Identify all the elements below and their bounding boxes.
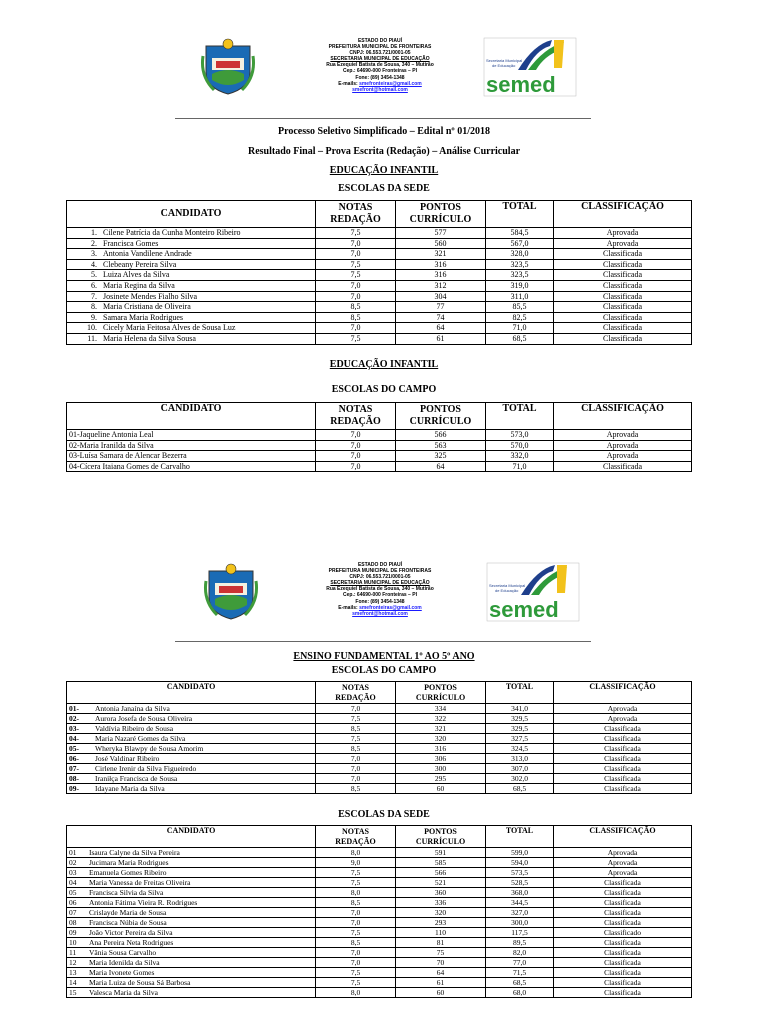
header-line-0: ESTADO DO PIAUÍ [357, 38, 403, 44]
semed-logo [485, 561, 581, 623]
table-row: 6. Maria Regina da Silva 7,0 312 319,0 Classificada [67, 280, 692, 291]
email-link-1[interactable]: smefronteiras@gmail.com [359, 604, 422, 611]
header-line-3: SECRETARIA MUNICIPAL DE EDUCAÇÃO [330, 580, 430, 587]
col-notas: NOTAS REDAÇÃO [316, 403, 396, 430]
section-title-fundamental: ENSINO FUNDAMENTAL 1º AO 5º ANO [293, 651, 475, 662]
table-row: 13 Maria Ivonete Gomes 7,5 64 71,5 Classificada [67, 968, 692, 978]
table-row: 04-Cícera Itaiana Gomes de Carvalho 7,0 64 71,0 Classificada [67, 461, 692, 472]
table-row: 3. Antonia Vandilene Andrade 7,0 321 328,0 Classificada [67, 249, 692, 260]
section-title-infantil-sede: EDUCAÇÃO INFANTIL [329, 165, 439, 176]
result-title: Resultado Final – Prova Escrita (Redação) – Análise Curricular [247, 146, 521, 157]
header-line-1: PREFEITURA MUNICIPAL DE FRONTEIRAS [328, 44, 432, 51]
svg-text:semed: semed [489, 597, 559, 622]
process-title: Processo Seletivo Simplificado – Edital nº 01/2018 [277, 126, 490, 137]
header-line-1: PREFEITURA MUNICIPAL DE FRONTEIRAS [328, 568, 432, 575]
header-line-5: Cep.: 64690-000 Fronteiras – PI [343, 68, 417, 75]
table-row: 11 Vânia Sousa Carvalho 7,0 75 82,0 Classificada [67, 948, 692, 958]
col-pontos: PONTOS CURRÍCULO [396, 682, 486, 704]
table-row: 7. Josinete Mendes Fialho Silva 7,0 304 311,0 Classificada [67, 291, 692, 302]
table-body [67, 228, 692, 345]
svg-text:semed: semed [486, 72, 556, 97]
table-row: 1. Cilene Patrícia da Cunha Monteiro Ribeiro 7,5 577 584,5 Aprovada [67, 228, 692, 239]
col-classificacao: CLASSIFICAÇÃO [554, 403, 692, 430]
header-line-0: ESTADO DO PIAUÍ [357, 562, 403, 568]
table-row: 08- Iraniłça Francisca de Sousa 7,0 295 302,0 Classificada [67, 774, 692, 784]
table-row: 10 Ana Pereira Neta Rodrigues 8,5 81 89,5 Classificada [67, 938, 692, 948]
table-row: 10. Cicely Maria Feitosa Alves de Sousa Luz 7,0 64 71,0 Classificada [67, 323, 692, 334]
table-row: 04 Maria Vanessa de Freitas Oliveira 7,5 521 528,5 Classificada [67, 878, 692, 888]
table-row: 02-Maria Iranilda da Silva 7,0 563 570,0 Aprovada [67, 440, 692, 451]
semed-logo [482, 36, 578, 98]
table-row: 02- Aurora Josefa de Sousa Oliveira 7,5 322 329,5 Aprovada [67, 714, 692, 724]
table-body [67, 704, 692, 794]
col-pontos: PONTOS CURRÍCULO [396, 826, 486, 848]
header-line-3: SECRETARIA MUNICIPAL DE EDUCAÇÃO [330, 56, 430, 63]
svg-text:Secretaria Municipal: Secretaria Municipal [486, 58, 523, 63]
table-row: 02 Jucimara Maria Rodrigues 9,0 585 594,0 Aprovada [67, 858, 692, 868]
svg-text:Secretaria Municipal: Secretaria Municipal [489, 583, 526, 588]
col-classificacao: CLASSIFICAÇÃO [554, 201, 692, 228]
results-table-infantil-sede [66, 200, 692, 345]
table-row: 07- Cirlene Irenir da Silva Figueiredo 7,0 300 307,0 Classificada [67, 764, 692, 774]
table-row: 04- Maria Nazaré Gomes da Silva 7,5 320 327,5 Classificada [67, 734, 692, 744]
col-total: TOTAL [486, 826, 554, 848]
svg-text:de Educação: de Educação [492, 63, 516, 68]
col-candidato: CANDIDATO [67, 201, 316, 228]
header-line-6: Fone: (89) 3454-1348 [355, 598, 405, 605]
table-row: 09 João Victor Pereira da Silva 7,5 110 117,5 Classificado [67, 928, 692, 938]
table-body [67, 430, 692, 472]
section-subtitle-sede: ESCOLAS DA SEDE [338, 809, 430, 820]
table-row: 8. Maria Cristiana de Oliveira 8,5 77 85,5 Classificada [67, 302, 692, 313]
header-line-4: Rua Ezequiel Batista de Sousa, 340 – Mutirão [326, 586, 434, 593]
col-candidato: CANDIDATO [67, 682, 316, 704]
svg-text:de Educação: de Educação [495, 588, 519, 593]
email-link-2[interactable]: smefront@hotmail.com [352, 610, 408, 617]
table-row: 15 Valesca Maria da Silva 8,0 60 68,0 Classificada [67, 988, 692, 998]
table-row: 11. Maria Helena da Silva Sousa 7,5 61 68,5 Classificada [67, 333, 692, 344]
col-candidato: CANDIDATO [67, 826, 316, 848]
table-row: 9. Samara Maria Rodrigues 8,5 74 82,5 Classificada [67, 312, 692, 323]
table-row: 12 Maria Idenilda da Silva 7,0 70 77,0 Classificada [67, 958, 692, 968]
header-divider [175, 641, 591, 642]
header-line-4: Rua Ezequiel Batista de Sousa, 340 – Mutirão [326, 62, 434, 69]
table-row: 05- Wheryka Blawpy de Sousa Amorim 8,5 316 324,5 Classificada [67, 744, 692, 754]
email-label: E-mails: [338, 80, 358, 87]
col-total: TOTAL [486, 201, 554, 228]
header-line-2: CNPJ: 06.553.721/0001-05 [349, 574, 411, 581]
table-row: 06 Antonia Fátima Vieira R. Rodrigues 8,5 336 344,5 Classificada [67, 898, 692, 908]
section-subtitle-campo: ESCOLAS DO CAMPO [331, 384, 437, 395]
municipal-seal [200, 36, 256, 96]
col-pontos: PONTOS CURRÍCULO [396, 403, 486, 430]
header-line-2: CNPJ: 06.553.721/0001-05 [349, 50, 411, 57]
letterhead [290, 38, 470, 93]
table-row: 5. Luiza Alves da Silva 7,5 316 323,5 Classificada [67, 270, 692, 281]
table-row: 06- José Valdinar Ribeiro 7,0 306 313,0 Classificada [67, 754, 692, 764]
results-table-fundamental-sede [66, 825, 692, 998]
table-row: 03- Valdívia Ribeiro de Sousa 8,5 321 329,5 Classificada [67, 724, 692, 734]
email-link-2[interactable]: smefront@hotmail.com [352, 86, 408, 93]
table-row: 05 Francisca Silvia da Silva 8,0 360 368,0 Classificada [67, 888, 692, 898]
email-link-1[interactable]: smefronteiras@gmail.com [359, 80, 422, 87]
section-title-infantil-campo: EDUCAÇÃO INFANTIL [329, 359, 439, 370]
table-row: 01-Jaqueline Antonia Leal 7,0 566 573,0 Aprovada [67, 430, 692, 441]
col-total: TOTAL [486, 403, 554, 430]
table-body [67, 848, 692, 998]
section-subtitle-campo: ESCOLAS DO CAMPO [331, 665, 437, 676]
col-notas: NOTAS REDAÇÃO [316, 201, 396, 228]
table-row: 03 Emanuela Gomes Ribeiro 7,5 566 573,5 Aprovada [67, 868, 692, 878]
email-label: E-mails: [338, 604, 358, 611]
header-line-5: Cep.: 64690-000 Fronteiras – PI [343, 592, 417, 599]
table-row: 14 Maria Luiza de Sousa Sá Barbosa 7,5 61 68,5 Classificada [67, 978, 692, 988]
col-notas: NOTAS REDAÇÃO [316, 682, 396, 704]
results-table-fundamental-campo [66, 681, 692, 794]
table-row: 08 Francisca Núbia de Sousa 7,0 293 300,0 Classificada [67, 918, 692, 928]
municipal-seal [203, 561, 259, 621]
letterhead [290, 562, 470, 617]
results-table-infantil-campo [66, 402, 692, 472]
header-divider [175, 118, 591, 119]
table-row: 03-Luísa Samara de Alencar Bezerra 7,0 325 332,0 Aprovada [67, 451, 692, 462]
table-row: 01- Antonia Janaína da Silva 7,0 334 341,0 Aprovada [67, 704, 692, 714]
table-row: 09- Idayane Maria da Silva 8,5 60 68,5 Classificada [67, 784, 692, 794]
col-pontos: PONTOS CURRÍCULO [396, 201, 486, 228]
col-candidato: CANDIDATO [67, 403, 316, 430]
section-subtitle-sede: ESCOLAS DA SEDE [338, 183, 430, 194]
col-total: TOTAL [486, 682, 554, 704]
table-row: 2. Francisca Gomes 7,0 560 567,0 Aprovada [67, 238, 692, 249]
header-line-6: Fone: (89) 3454-1348 [355, 74, 405, 81]
col-classificacao: CLASSIFICAÇÃO [554, 826, 692, 848]
table-row: 01 Isaura Calyne da Silva Pereira 8,0 591 599,0 Aprovada [67, 848, 692, 858]
table-row: 07 Crislayde Maria de Sousa 7,0 320 327,0 Classificada [67, 908, 692, 918]
col-notas: NOTAS REDAÇÃO [316, 826, 396, 848]
col-classificacao: CLASSIFICAÇÃO [554, 682, 692, 704]
table-row: 4. Clebeany Pereira Silva 7,5 316 323,5 Classificada [67, 259, 692, 270]
